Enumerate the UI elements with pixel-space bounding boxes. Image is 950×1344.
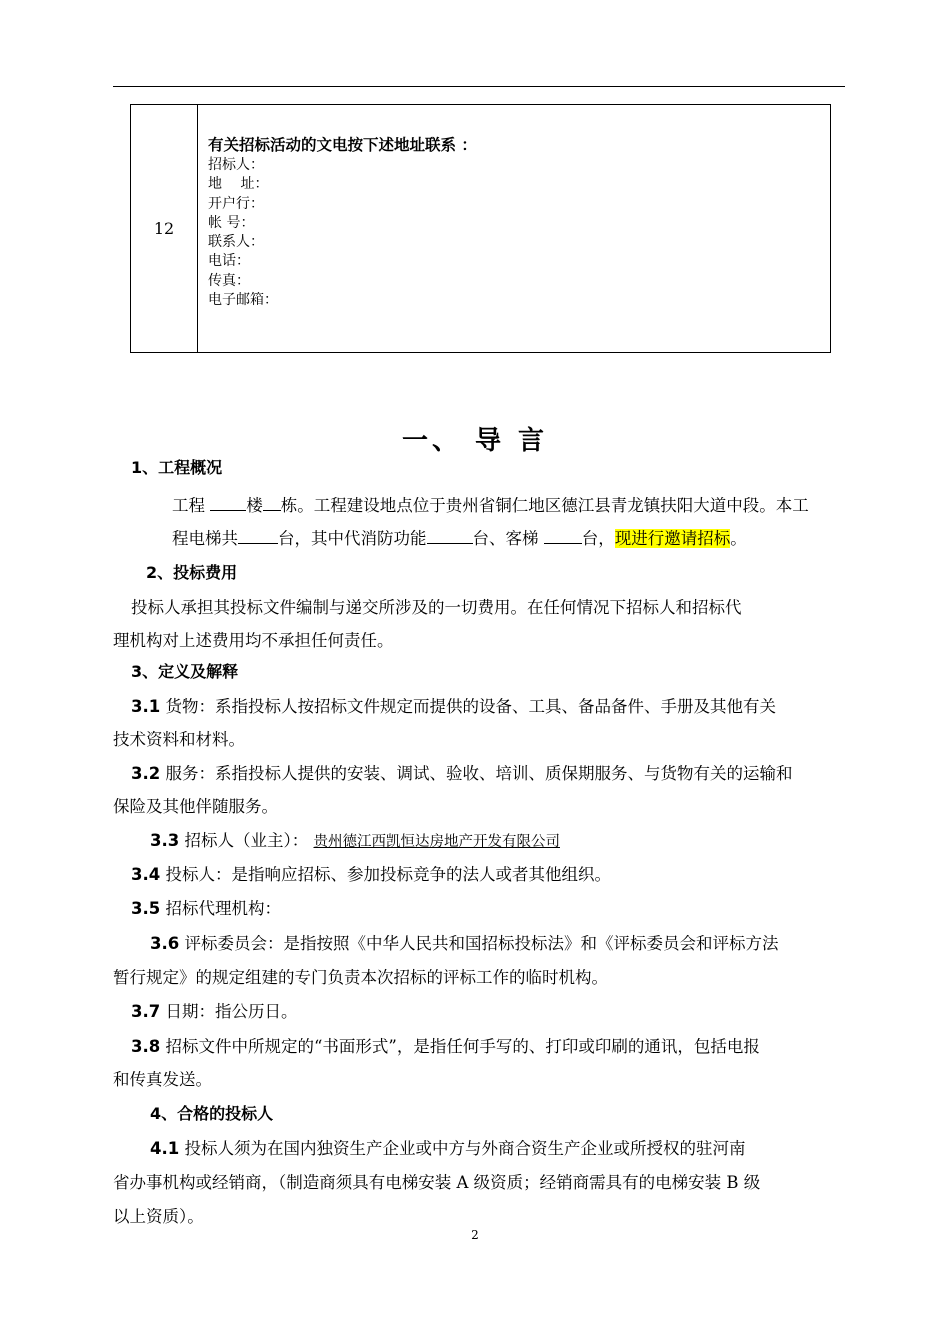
item-4-1-cont-1: 省办事机构或经销商，（制造商须具有电梯安装 A 级资质；经销商需具有的电梯安装 B 级 [113,1173,761,1192]
contact-line: 电话： [208,253,250,270]
item-3-4: 3.4 投标人：是指响应招标、参加投标竞争的法人或者其他组织。 [131,865,611,884]
item-3-6-cont: 暂行规定》的规定组建的专门负责本次招标的评标工作的临时机构。 [113,968,608,987]
contact-line: 开户行： [208,195,264,212]
item-3-8: 3.8 招标文件中所规定的“书面形式”，是指任何手写的、打印或印刷的通讯，包括电报 [131,1037,760,1056]
item-4-1-cont-2: 以上资质）。 [113,1207,204,1226]
contact-table [130,104,831,353]
highlighted-text: 现进行邀请招标 [614,529,731,548]
contact-line: 联系人： [208,234,264,251]
project-line-2: 程电梯共 台，其中代消防功能 台、客梯 台，现进行邀请招标。 [172,529,747,548]
heading-project-overview: 1、工程概况 [131,458,223,477]
contact-line: 招标人： [208,157,264,173]
project-line-1: 工程 楼 栋。工程建设地点位于贵州省铜仁地区德江县青龙镇扶阳大道中段。本工 [172,496,809,515]
contact-line: 地 址： [208,176,269,193]
contact-heading: 有关招标活动的文电按下述地址联系 ： [208,136,477,154]
contact-cell [208,135,820,310]
item-3-5: 3.5 招标代理机构： [131,899,281,918]
header-rule [113,86,845,87]
item-3-1-cont: 技术资料和材料。 [113,730,245,749]
heading-qualified-bidders: 4、合格的投标人 [150,1104,274,1123]
section-title: 一、 导 言 [401,426,549,456]
item-3-6: 3.6 评标委员会：是指按照《中华人民共和国招标投标法》和《评标委员会和评标方法 [150,934,779,953]
item-3-1: 3.1 货物：系指投标人按招标文件规定而提供的设备、工具、备品备件、手册及其他有关 [131,697,776,716]
heading-bid-cost: 2、投标费用 [146,563,238,582]
bid-cost-line-2: 理机构对上述费用均不承担任何责任。 [113,631,394,650]
contact-line: 电子邮箱： [208,292,278,309]
page-number: 2 [471,1228,479,1242]
tenderer-company: 贵州德江西凯恒达房地产开发有限公司 [313,834,560,850]
item-4-1: 4.1 投标人须为在国内独资生产企业或中方与外商合资生产企业或所授权的驻河南 [150,1139,746,1158]
contact-line: 传真： [208,272,250,289]
item-3-8-cont: 和传真发送。 [113,1070,212,1089]
item-3-2-cont: 保险及其他伴随服务。 [113,797,278,816]
contact-line: 帐 号： [208,214,255,231]
item-3-2: 3.2 服务：系指投标人提供的安装、调试、验收、培训、质保期服务、与货物有关的运输和 [131,764,793,783]
heading-definitions: 3、定义及解释 [131,662,239,681]
bid-cost-line-1: 投标人承担其投标文件编制与递交所涉及的一切费用。在任何情况下招标人和招标代 [131,598,742,617]
row-number: 12 [131,105,198,352]
item-3-7: 3.7 日期：指公历日。 [131,1002,298,1021]
item-3-3: 3.3 招标人（业主）： 贵州德江西凯恒达房地产开发有限公司 [150,831,560,850]
